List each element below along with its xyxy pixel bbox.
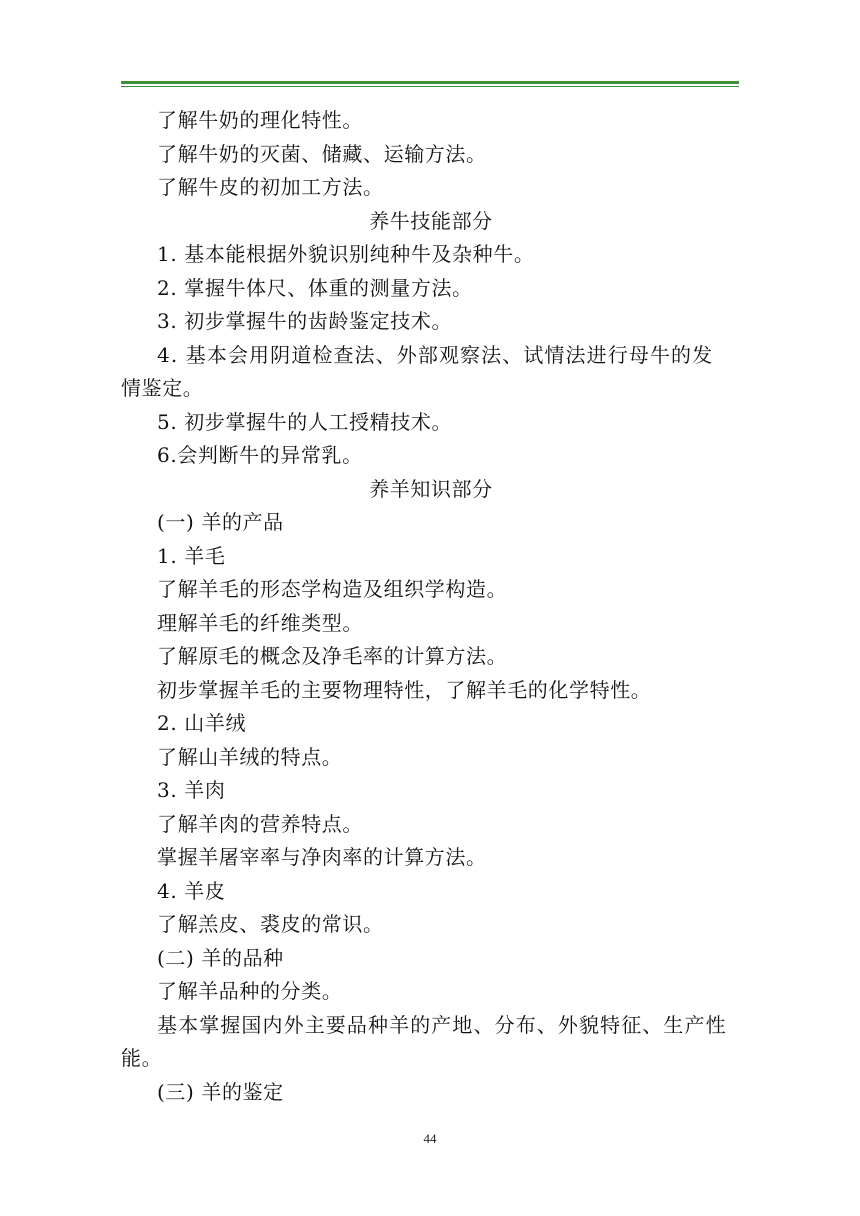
page-number: 44 [423,1131,437,1146]
text-line: 了解牛奶的灭菌、储藏、运输方法。 [157,141,487,166]
text-line: 5. 初步掌握牛的人工授精技术。 [157,409,453,434]
section-heading: 养羊知识部分 [369,476,493,501]
text-line: 初步掌握羊毛的主要物理特性，了解羊毛的化学特性。 [157,677,652,702]
section-heading: 养牛技能部分 [369,208,493,233]
text-line: 能。 [121,1046,163,1070]
text-line: 掌握羊屠宰率与净肉率的计算方法。 [157,845,487,869]
header-rule [121,81,739,88]
text-line: 了解羊肉的营养特点。 [157,811,363,836]
text-line: 了解羊品种的分类。 [157,979,343,1003]
text-line: 了解牛奶的理化特性。 [157,108,363,132]
text-line: 6.会判断牛的异常乳。 [157,443,363,467]
text-line: 了解山羊绒的特点。 [157,744,343,769]
text-line: 了解羊毛的形态学构造及组织学构造。 [157,577,508,601]
text-line: 3. 初步掌握牛的齿龄鉴定技术。 [157,309,453,333]
header-rule-thick [121,81,739,84]
text-line: 基本掌握国内外主要品种羊的产地、分布、外貌特征、生产性 [157,1012,727,1037]
text-line: 3. 羊肉 [157,778,226,802]
text-line: 4. 羊皮 [157,878,226,903]
text-line: (三) 羊的鉴定 [157,1079,284,1104]
text-line: 了解牛皮的初加工方法。 [157,175,384,199]
text-line: 2. 山羊绒 [157,711,247,735]
text-line: 理解羊毛的纤维类型。 [157,610,363,635]
text-line: 1. 羊毛 [157,543,226,568]
text-line: 1. 基本能根据外貌识别纯种牛及杂种牛。 [157,242,535,266]
text-line: (一) 羊的产品 [157,510,284,534]
document-body [121,104,741,1109]
text-line: 4. 基本会用阴道检查法、外部观察法、试情法进行母牛的发 [157,342,714,367]
text-line: 了解羔皮、裘皮的常识。 [157,912,384,936]
text-line: 2. 掌握牛体尺、体重的测量方法。 [157,275,473,300]
header-rule-thin [121,86,739,87]
text-line: 情鉴定。 [121,376,204,400]
text-line: 了解原毛的概念及净毛率的计算方法。 [157,644,508,668]
text-line: (二) 羊的品种 [157,945,284,970]
